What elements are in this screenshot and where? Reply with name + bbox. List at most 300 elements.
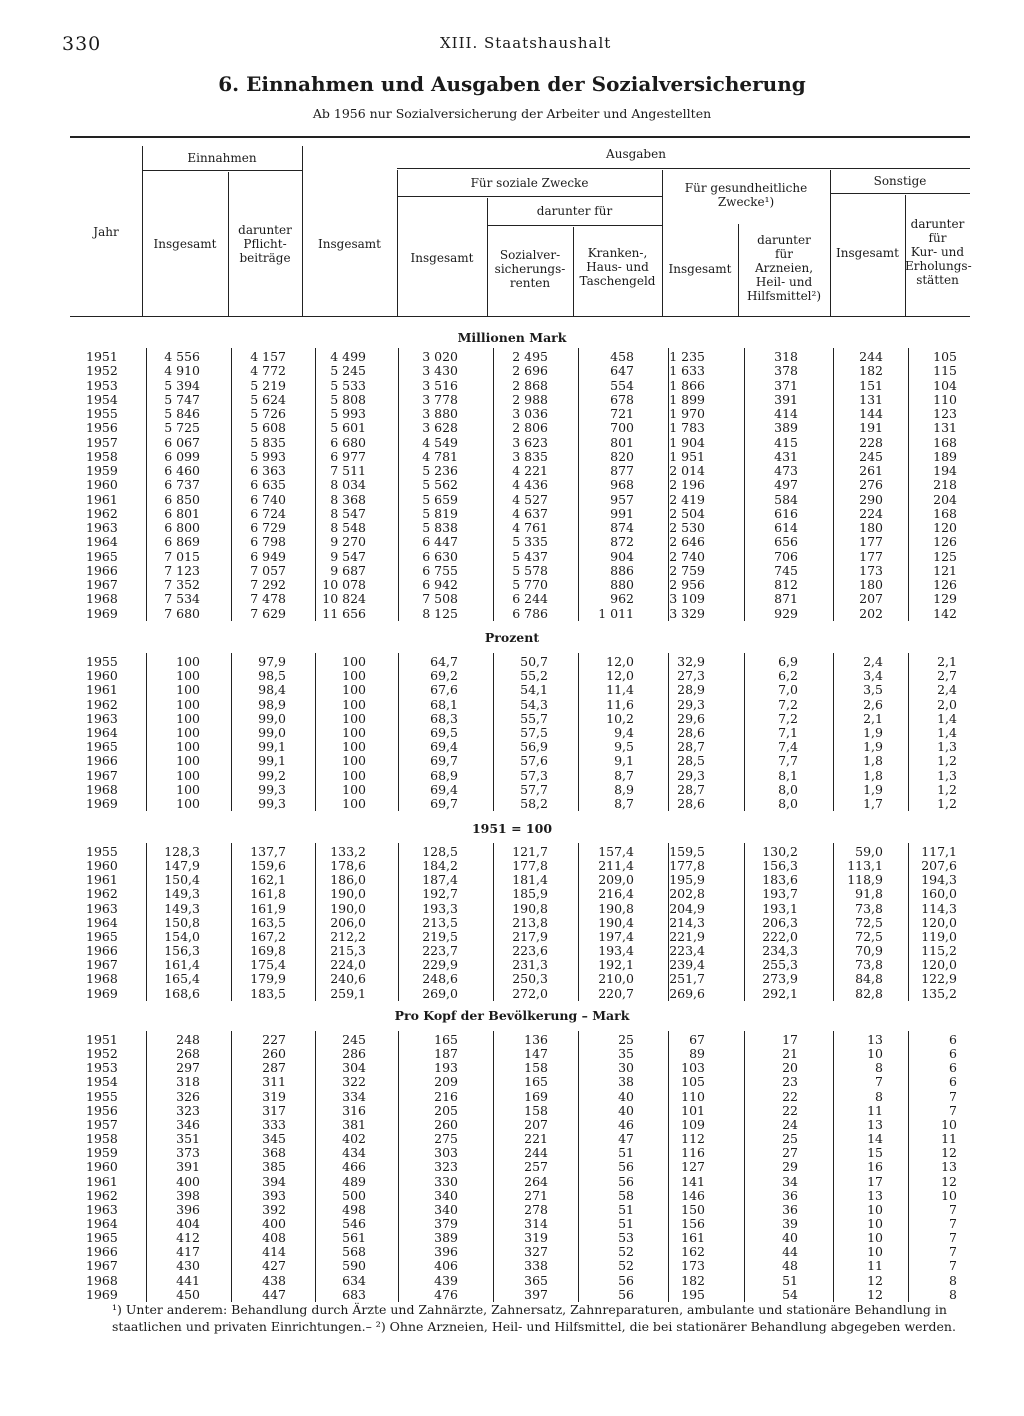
- cell-arzneien: 20: [782, 1060, 798, 1076]
- year-cell: 1966: [86, 1244, 118, 1260]
- cell-krankengeld: 877: [610, 463, 634, 478]
- cell-soziale-insgesamt: 379: [434, 1215, 458, 1231]
- table-row: [0, 859, 1024, 873]
- cell-ausgaben-insgesamt: 546: [342, 1215, 366, 1231]
- cell-gesundheit-insgesamt: 159,5: [669, 844, 705, 859]
- cell-pflichtbeitraege: 169,8: [250, 943, 286, 959]
- cell-soziale-insgesamt: 5 562: [422, 477, 458, 493]
- year-cell: 1961: [86, 682, 118, 698]
- cell-gesundheit-insgesamt: 89: [689, 1046, 705, 1062]
- cell-arzneien: 414: [774, 406, 798, 421]
- cell-gesundheit-insgesamt: 239,4: [669, 957, 705, 973]
- cell-krankengeld: 801: [610, 434, 634, 450]
- cell-ausgaben-insgesamt: 224,0: [330, 957, 366, 973]
- cell-pflichtbeitraege: 183,5: [250, 985, 286, 1001]
- cell-renten: 397: [524, 1286, 548, 1302]
- cell-renten: 169: [524, 1088, 548, 1104]
- cell-gesundheit-insgesamt: 28,6: [677, 725, 705, 740]
- table-row: [0, 535, 1024, 549]
- cell-soziale-insgesamt: 330: [434, 1173, 458, 1189]
- cell-ausgaben-insgesamt: 568: [342, 1244, 366, 1260]
- year-cell: 1963: [86, 900, 118, 916]
- table-row: [0, 902, 1024, 916]
- cell-soziale-insgesamt: 275: [434, 1131, 458, 1147]
- cell-renten: 2 696: [512, 363, 548, 379]
- table-row: [0, 754, 1024, 768]
- rule-top: [70, 136, 970, 138]
- cell-sonstige-insgesamt: 72,5: [855, 928, 883, 944]
- cell-soziale-insgesamt: 4 549: [422, 434, 458, 450]
- cell-ausgaben-insgesamt: 286: [342, 1046, 366, 1062]
- cell-gesundheit-insgesamt: 173: [681, 1258, 705, 1274]
- cell-sonstige-insgesamt: 8: [875, 1088, 883, 1104]
- cell-gesundheit-insgesamt: 195,9: [669, 872, 705, 888]
- cell-kur: 122,9: [921, 971, 957, 987]
- footnotes: ¹) Unter anderem: Behandlung durch Ärzte und Zahnärzte, Zahnersatz, Zahnreparaturen, ambulante und stationäre Behandlung in staatlichen und privaten Einrichtungen.– ²) Ohne Arzneien, Heil- und Hilfsmittel, die bei stationärer Behandlung abgegeben werden.: [112, 1302, 956, 1334]
- cell-kur: 2,4: [937, 682, 957, 698]
- cell-arzneien: 39: [782, 1215, 798, 1231]
- cell-ausgaben-insgesamt: 100: [342, 696, 366, 712]
- cell-krankengeld: 51: [618, 1145, 634, 1161]
- cell-kur: 2,7: [937, 668, 957, 684]
- cell-pflichtbeitraege: 6 798: [250, 534, 286, 550]
- cell-sonstige-insgesamt: 16: [867, 1159, 883, 1175]
- cell-pflichtbeitraege: 5 726: [250, 406, 286, 421]
- cell-kur: 117,1: [921, 844, 957, 859]
- header-gesundheit-insgesamt: Insgesamt: [668, 262, 732, 276]
- cell-kur: 6: [949, 1032, 957, 1047]
- year-cell: 1968: [86, 781, 118, 797]
- cell-soziale-insgesamt: 3 628: [422, 420, 458, 436]
- year-cell: 1954: [86, 391, 118, 407]
- cell-gesundheit-insgesamt: 1 866: [669, 377, 705, 393]
- cell-arzneien: 255,3: [762, 957, 798, 973]
- year-cell: 1953: [86, 377, 118, 393]
- cell-einnahmen-insgesamt: 149,3: [164, 886, 200, 902]
- cell-renten: 57,3: [520, 767, 548, 783]
- cell-soziale-insgesamt: 3 020: [422, 349, 458, 364]
- table-row: [0, 421, 1024, 435]
- year-cell: 1957: [86, 1116, 118, 1132]
- cell-krankengeld: 46: [618, 1116, 634, 1132]
- cell-ausgaben-insgesamt: 11 656: [322, 605, 366, 621]
- cell-krankengeld: 678: [610, 391, 634, 407]
- cell-kur: 7: [949, 1102, 957, 1118]
- cell-soziale-insgesamt: 128,5: [422, 844, 458, 859]
- cell-krankengeld: 8,7: [614, 767, 634, 783]
- cell-soziale-insgesamt: 303: [434, 1145, 458, 1161]
- cell-arzneien: 431: [774, 448, 798, 464]
- cell-soziale-insgesamt: 67,6: [430, 682, 458, 698]
- year-cell: 1952: [86, 1046, 118, 1062]
- cell-sonstige-insgesamt: 207: [859, 591, 883, 607]
- cell-sonstige-insgesamt: 1,8: [863, 767, 883, 783]
- cell-kur: 121: [933, 562, 957, 578]
- cell-ausgaben-insgesamt: 100: [342, 767, 366, 783]
- year-cell: 1955: [86, 654, 118, 669]
- table-row: [0, 958, 1024, 972]
- cell-einnahmen-insgesamt: 326: [176, 1088, 200, 1104]
- cell-pflichtbeitraege: 368: [262, 1145, 286, 1161]
- cell-kur: 129: [933, 591, 957, 607]
- cell-soziale-insgesamt: 439: [434, 1272, 458, 1288]
- cell-arzneien: 7,0: [778, 682, 798, 698]
- cell-gesundheit-insgesamt: 29,3: [677, 767, 705, 783]
- cell-kur: 11: [941, 1131, 957, 1147]
- cell-sonstige-insgesamt: 72,5: [855, 914, 883, 930]
- cell-krankengeld: 190,8: [598, 900, 634, 916]
- cell-arzneien: 616: [774, 505, 798, 521]
- cell-soziale-insgesamt: 3 880: [422, 406, 458, 421]
- cell-einnahmen-insgesamt: 318: [176, 1074, 200, 1090]
- cell-ausgaben-insgesamt: 9 547: [330, 548, 366, 564]
- cell-sonstige-insgesamt: 13: [867, 1187, 883, 1203]
- table-row: [0, 1175, 1024, 1189]
- cell-sonstige-insgesamt: 177: [859, 534, 883, 550]
- cell-pflichtbeitraege: 393: [262, 1187, 286, 1203]
- rule-header-bottom: [70, 316, 970, 317]
- cell-gesundheit-insgesamt: 2 504: [669, 505, 705, 521]
- cell-krankengeld: 9,5: [614, 739, 634, 755]
- cell-soziale-insgesamt: 269,0: [422, 985, 458, 1001]
- cell-einnahmen-insgesamt: 391: [176, 1159, 200, 1175]
- cell-gesundheit-insgesamt: 2 014: [669, 463, 705, 478]
- cell-krankengeld: 56: [618, 1173, 634, 1189]
- cell-pflichtbeitraege: 227: [262, 1032, 286, 1047]
- cell-renten: 4 221: [512, 463, 548, 478]
- cell-kur: 120: [933, 520, 957, 535]
- cell-renten: 57,6: [520, 753, 548, 769]
- cell-krankengeld: 8,9: [614, 781, 634, 797]
- cell-einnahmen-insgesamt: 5 725: [164, 420, 200, 436]
- year-cell: 1955: [86, 844, 118, 859]
- cell-ausgaben-insgesamt: 8 548: [330, 520, 366, 535]
- cell-gesundheit-insgesamt: 112: [681, 1131, 705, 1147]
- header-sonstige: Sonstige: [873, 174, 927, 188]
- cell-renten: 54,3: [520, 696, 548, 712]
- cell-krankengeld: 1 011: [598, 605, 634, 621]
- cell-arzneien: 656: [774, 534, 798, 550]
- cell-sonstige-insgesamt: 59,0: [855, 844, 883, 859]
- table-row: [0, 1033, 1024, 1047]
- cell-einnahmen-insgesamt: 6 737: [164, 477, 200, 493]
- table-row: [0, 436, 1024, 450]
- cell-pflichtbeitraege: 385: [262, 1159, 286, 1175]
- year-cell: 1963: [86, 1201, 118, 1217]
- cell-renten: 278: [524, 1201, 548, 1217]
- cell-sonstige-insgesamt: 14: [867, 1131, 883, 1147]
- cell-arzneien: 273,9: [762, 971, 798, 987]
- header-pflichtbeitraege: darunter Pflicht- beiträge: [238, 223, 292, 265]
- cell-einnahmen-insgesamt: 6 099: [164, 448, 200, 464]
- table-row: [0, 740, 1024, 754]
- year-cell: 1965: [86, 548, 118, 564]
- cell-renten: 244: [524, 1145, 548, 1161]
- cell-renten: 207: [524, 1116, 548, 1132]
- cell-pflichtbeitraege: 99,1: [258, 739, 286, 755]
- cell-soziale-insgesamt: 340: [434, 1187, 458, 1203]
- cell-einnahmen-insgesamt: 100: [176, 739, 200, 755]
- cell-krankengeld: 12,0: [606, 668, 634, 684]
- cell-sonstige-insgesamt: 12: [867, 1286, 883, 1302]
- cell-pflichtbeitraege: 5 993: [250, 448, 286, 464]
- table-row: [0, 1274, 1024, 1288]
- cell-kur: 7: [949, 1230, 957, 1246]
- cell-gesundheit-insgesamt: 269,6: [669, 985, 705, 1001]
- cell-sonstige-insgesamt: 228: [859, 434, 883, 450]
- cell-sonstige-insgesamt: 191: [859, 420, 883, 436]
- cell-sonstige-insgesamt: 261: [859, 463, 883, 478]
- header-arzneien: darunter für Arzneien, Heil- und Hilfsmittel²): [746, 233, 822, 303]
- table-row: [0, 655, 1024, 669]
- cell-krankengeld: 52: [618, 1244, 634, 1260]
- cell-pflichtbeitraege: 287: [262, 1060, 286, 1076]
- table-row: [0, 607, 1024, 621]
- cell-pflichtbeitraege: 7 057: [250, 562, 286, 578]
- cell-gesundheit-insgesamt: 2 646: [669, 534, 705, 550]
- cell-arzneien: 193,1: [762, 900, 798, 916]
- cell-renten: 3 623: [512, 434, 548, 450]
- header-ausgaben: Ausgaben: [606, 147, 666, 161]
- cell-soziale-insgesamt: 69,7: [430, 796, 458, 811]
- cell-einnahmen-insgesamt: 412: [176, 1230, 200, 1246]
- cell-sonstige-insgesamt: 11: [867, 1258, 883, 1274]
- cell-krankengeld: 554: [610, 377, 634, 393]
- cell-soziale-insgesamt: 68,9: [430, 767, 458, 783]
- cell-sonstige-insgesamt: 1,9: [863, 781, 883, 797]
- year-cell: 1969: [86, 605, 118, 621]
- cell-krankengeld: 9,1: [614, 753, 634, 769]
- cell-arzneien: 130,2: [762, 844, 798, 859]
- cell-ausgaben-insgesamt: 100: [342, 753, 366, 769]
- cell-ausgaben-insgesamt: 178,6: [330, 858, 366, 874]
- cell-renten: 136: [524, 1032, 548, 1047]
- year-cell: 1964: [86, 534, 118, 550]
- cell-soziale-insgesamt: 68,3: [430, 710, 458, 726]
- cell-renten: 250,3: [512, 971, 548, 987]
- cell-gesundheit-insgesamt: 3 109: [669, 591, 705, 607]
- cell-einnahmen-insgesamt: 128,3: [164, 844, 200, 859]
- cell-kur: 120,0: [921, 914, 957, 930]
- cell-einnahmen-insgesamt: 398: [176, 1187, 200, 1203]
- cell-krankengeld: 51: [618, 1215, 634, 1231]
- cell-arzneien: 318: [774, 349, 798, 364]
- cell-arzneien: 614: [774, 520, 798, 535]
- cell-arzneien: 222,0: [762, 928, 798, 944]
- cell-einnahmen-insgesamt: 7 534: [164, 591, 200, 607]
- cell-kur: 114,3: [921, 900, 957, 916]
- cell-pflichtbeitraege: 99,0: [258, 710, 286, 726]
- cell-renten: 190,8: [512, 900, 548, 916]
- cell-einnahmen-insgesamt: 441: [176, 1272, 200, 1288]
- year-cell: 1959: [86, 463, 118, 478]
- cell-gesundheit-insgesamt: 1 633: [669, 363, 705, 379]
- cell-pflichtbeitraege: 6 740: [250, 491, 286, 507]
- cell-renten: 327: [524, 1244, 548, 1260]
- cell-krankengeld: 874: [610, 520, 634, 535]
- header-ausgaben-insgesamt: Insgesamt: [318, 237, 381, 251]
- cell-sonstige-insgesamt: 118,9: [847, 872, 883, 888]
- cell-soziale-insgesamt: 476: [434, 1286, 458, 1302]
- cell-gesundheit-insgesamt: 2 740: [669, 548, 705, 564]
- table-row: [0, 350, 1024, 364]
- cell-renten: 272,0: [512, 985, 548, 1001]
- cell-soziale-insgesamt: 6 755: [422, 562, 458, 578]
- cell-pflichtbeitraege: 6 949: [250, 548, 286, 564]
- cell-arzneien: 40: [782, 1230, 798, 1246]
- cell-krankengeld: 40: [618, 1102, 634, 1118]
- cell-kur: 1,4: [937, 710, 957, 726]
- cell-gesundheit-insgesamt: 28,6: [677, 796, 705, 811]
- cell-gesundheit-insgesamt: 1 899: [669, 391, 705, 407]
- cell-arzneien: 473: [774, 463, 798, 478]
- cell-einnahmen-insgesamt: 7 015: [164, 548, 200, 564]
- cell-einnahmen-insgesamt: 7 123: [164, 562, 200, 578]
- cell-arzneien: 183,6: [762, 872, 798, 888]
- cell-pflichtbeitraege: 6 724: [250, 505, 286, 521]
- cell-kur: 10: [941, 1187, 957, 1203]
- rule-ausgaben: [397, 168, 970, 169]
- cell-arzneien: 193,7: [762, 886, 798, 902]
- cell-einnahmen-insgesamt: 6 800: [164, 520, 200, 535]
- cell-sonstige-insgesamt: 2,6: [863, 696, 883, 712]
- cell-krankengeld: 210,0: [598, 971, 634, 987]
- table-row: [0, 379, 1024, 393]
- cell-renten: 55,7: [520, 710, 548, 726]
- cell-gesundheit-insgesamt: 28,9: [677, 682, 705, 698]
- cell-renten: 314: [524, 1215, 548, 1231]
- cell-renten: 121,7: [512, 844, 548, 859]
- cell-renten: 365: [524, 1272, 548, 1288]
- cell-kur: 1,2: [937, 796, 957, 811]
- cell-einnahmen-insgesamt: 6 460: [164, 463, 200, 478]
- cell-renten: 231,3: [512, 957, 548, 973]
- cell-krankengeld: 190,4: [598, 914, 634, 930]
- cell-arzneien: 29: [782, 1159, 798, 1175]
- cell-krankengeld: 10,2: [606, 710, 634, 726]
- cell-arzneien: 156,3: [762, 858, 798, 874]
- year-cell: 1962: [86, 505, 118, 521]
- header-soziale-zwecke: Für soziale Zwecke: [470, 176, 589, 190]
- cell-einnahmen-insgesamt: 5 846: [164, 406, 200, 421]
- cell-renten: 213,8: [512, 914, 548, 930]
- cell-arzneien: 206,3: [762, 914, 798, 930]
- cell-renten: 257: [524, 1159, 548, 1175]
- cell-gesundheit-insgesamt: 103: [681, 1060, 705, 1076]
- cell-einnahmen-insgesamt: 417: [176, 1244, 200, 1260]
- cell-einnahmen-insgesamt: 100: [176, 668, 200, 684]
- cell-sonstige-insgesamt: 91,8: [855, 886, 883, 902]
- cell-krankengeld: 11,4: [606, 682, 634, 698]
- cell-ausgaben-insgesamt: 7 511: [330, 463, 366, 478]
- cell-gesundheit-insgesamt: 202,8: [669, 886, 705, 902]
- header-renten: Sozialver- sicherungs- renten: [494, 248, 566, 290]
- cell-krankengeld: 991: [610, 505, 634, 521]
- cell-renten: 338: [524, 1258, 548, 1274]
- cell-soziale-insgesamt: 192,7: [422, 886, 458, 902]
- cell-pflichtbeitraege: 99,2: [258, 767, 286, 783]
- cell-renten: 264: [524, 1173, 548, 1189]
- cell-soziale-insgesamt: 216: [434, 1088, 458, 1104]
- cell-soziale-insgesamt: 8 125: [422, 605, 458, 621]
- cell-renten: 6 244: [512, 591, 548, 607]
- cell-kur: 168: [933, 505, 957, 521]
- cell-soziale-insgesamt: 3 516: [422, 377, 458, 393]
- table-row: [0, 712, 1024, 726]
- cell-gesundheit-insgesamt: 251,7: [669, 971, 705, 987]
- cell-ausgaben-insgesamt: 190,0: [330, 886, 366, 902]
- cell-einnahmen-insgesamt: 400: [176, 1173, 200, 1189]
- cell-kur: 1,3: [937, 767, 957, 783]
- cell-gesundheit-insgesamt: 1 783: [669, 420, 705, 436]
- cell-pflichtbeitraege: 260: [262, 1046, 286, 1062]
- cell-arzneien: 23: [782, 1074, 798, 1090]
- cell-gesundheit-insgesamt: 2 196: [669, 477, 705, 493]
- cell-soziale-insgesamt: 193: [434, 1060, 458, 1076]
- cell-renten: 2 988: [512, 391, 548, 407]
- cell-sonstige-insgesamt: 1,9: [863, 725, 883, 740]
- cell-pflichtbeitraege: 6 635: [250, 477, 286, 493]
- year-cell: 1960: [86, 1159, 118, 1175]
- table-row: [0, 944, 1024, 958]
- year-cell: 1964: [86, 725, 118, 740]
- cell-ausgaben-insgesamt: 8 547: [330, 505, 366, 521]
- cell-einnahmen-insgesamt: 5 747: [164, 391, 200, 407]
- cell-einnahmen-insgesamt: 4 556: [164, 349, 200, 364]
- cell-kur: 8: [949, 1286, 957, 1302]
- cell-gesundheit-insgesamt: 29,3: [677, 696, 705, 712]
- cell-sonstige-insgesamt: 82,8: [855, 985, 883, 1001]
- header-krankengeld: Kranken-, Haus- und Taschengeld: [579, 246, 656, 288]
- cell-kur: 6: [949, 1046, 957, 1062]
- cell-krankengeld: 880: [610, 577, 634, 592]
- cell-renten: 5 770: [512, 577, 548, 592]
- cell-pflichtbeitraege: 7 629: [250, 605, 286, 621]
- cell-sonstige-insgesamt: 1,7: [863, 796, 883, 811]
- cell-gesundheit-insgesamt: 28,5: [677, 753, 705, 769]
- cell-ausgaben-insgesamt: 212,2: [330, 928, 366, 944]
- cell-pflichtbeitraege: 5 624: [250, 391, 286, 407]
- cell-sonstige-insgesamt: 84,8: [855, 971, 883, 987]
- cell-ausgaben-insgesamt: 190,0: [330, 900, 366, 916]
- cell-sonstige-insgesamt: 1,9: [863, 739, 883, 755]
- table-row: [0, 1231, 1024, 1245]
- cell-soziale-insgesamt: 187: [434, 1046, 458, 1062]
- cell-ausgaben-insgesamt: 500: [342, 1187, 366, 1203]
- year-cell: 1963: [86, 520, 118, 535]
- cell-arzneien: 24: [782, 1116, 798, 1132]
- cell-soziale-insgesamt: 69,7: [430, 753, 458, 769]
- cell-kur: 13: [941, 1159, 957, 1175]
- year-cell: 1960: [86, 477, 118, 493]
- cell-soziale-insgesamt: 248,6: [422, 971, 458, 987]
- cell-soziale-insgesamt: 5 236: [422, 463, 458, 478]
- year-cell: 1961: [86, 491, 118, 507]
- cell-pflichtbeitraege: 163,5: [250, 914, 286, 930]
- cell-soziale-insgesamt: 6 447: [422, 534, 458, 550]
- header-einnahmen: Einnahmen: [187, 151, 257, 165]
- cell-sonstige-insgesamt: 180: [859, 577, 883, 592]
- cell-einnahmen-insgesamt: 100: [176, 682, 200, 698]
- cell-pflichtbeitraege: 98,5: [258, 668, 286, 684]
- cell-sonstige-insgesamt: 113,1: [847, 858, 883, 874]
- cell-pflichtbeitraege: 6 729: [250, 520, 286, 535]
- cell-sonstige-insgesamt: 17: [867, 1173, 883, 1189]
- cell-soziale-insgesamt: 7 508: [422, 591, 458, 607]
- table-row: [0, 450, 1024, 464]
- cell-arzneien: 812: [774, 577, 798, 592]
- cell-soziale-insgesamt: 209: [434, 1074, 458, 1090]
